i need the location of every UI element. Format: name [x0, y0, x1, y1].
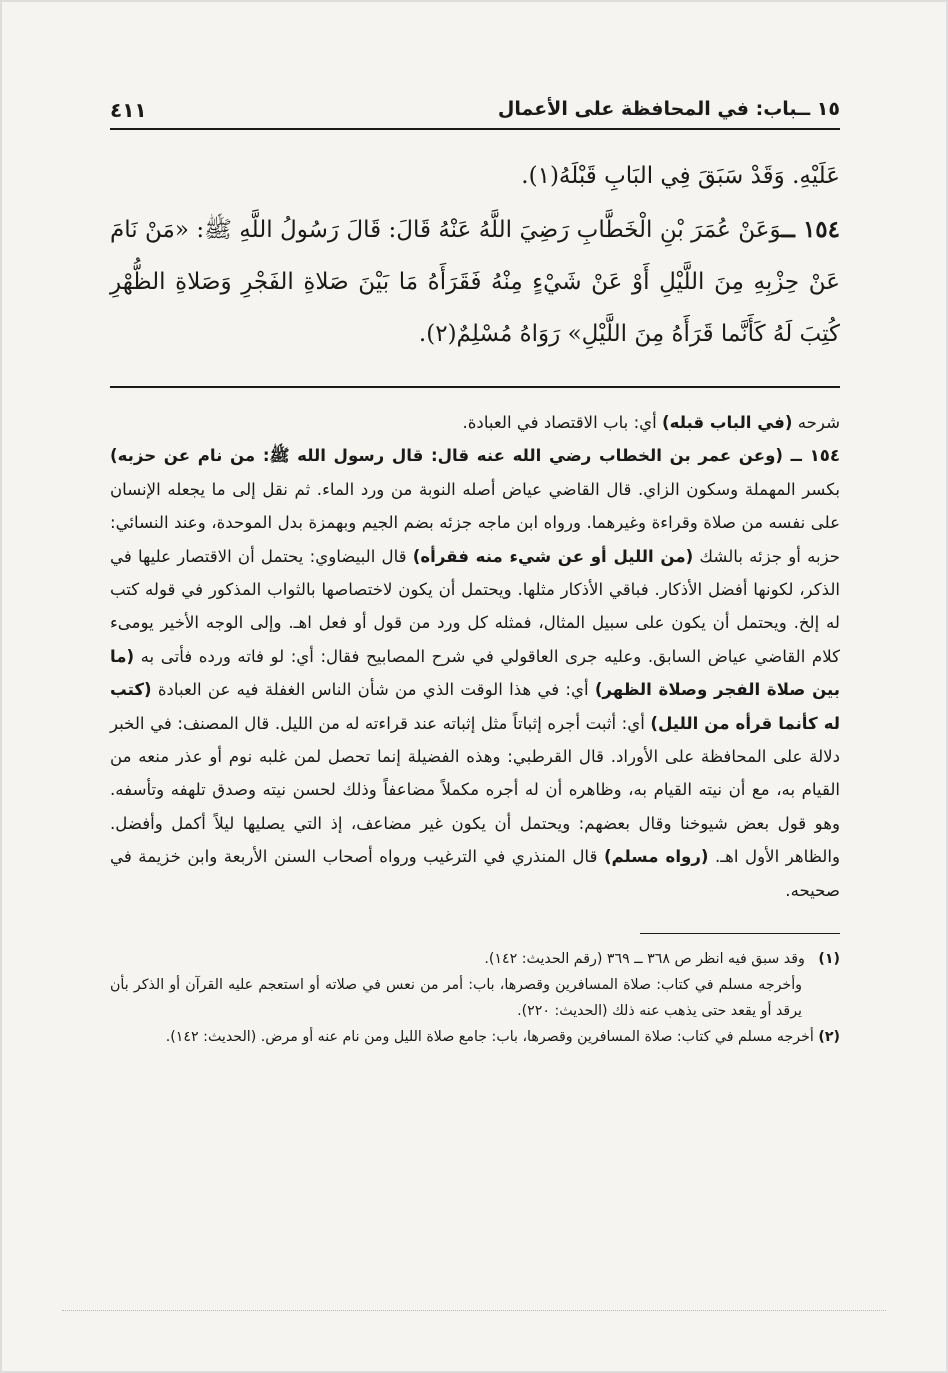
footnote-mark: (٢): [818, 1029, 840, 1046]
page-number: ٤١١: [110, 98, 147, 122]
footnote-1-continued: وأخرجه مسلم في كتاب: صلاة المسافرين وقصرها، باب: أمر من نعس في صلاته أو استعجم عليه القرآن أو الذكر بأن يرقد أو يقعد حتى يذهب عنه ذلك (الحديث: ٢٢٠).: [110, 977, 802, 1020]
commentary-text: أي: باب الاقتصاد في العبادة.: [462, 413, 663, 432]
footnote-mark: (١): [818, 951, 840, 968]
commentary-text: أي: أثبت أجره إثباتاً مثل إثباته عند قراءته له من الليل. قال المصنف: في الخبر دلالة على المحافظة على الأوراد. قال القرطبي: وهذه الفضيلة إنما تحصل لمن غلبه نوم أو عذر منعه من القيام به، مع أن نيته القيام به، وظاهره أن له أجره مكملاً مضاعفاً وذلك لحسن نيته وصدق تلهفه وتأسفه. وهو قول بعض شيوخنا وقال بعضهم: ويحتمل أن يكون غير مضاعف، إذ التي يصليها ليلاً أكمل وأفضل. والظاهر الأول اهـ.: [110, 713, 840, 867]
chapter-title: ١٥ ــباب: في المحافظة على الأعمال: [497, 98, 840, 120]
commentary-text: شرحه: [792, 413, 840, 432]
commentary-quote: (كتب له كأنما قرأه من الليل): [110, 680, 841, 733]
section-divider: [110, 386, 840, 388]
commentary-text: أي: في هذا الوقت الذي من شأن الناس الغفلة فيه عن العبادة: [151, 680, 595, 700]
commentary-quote: (ما بين صلاة الفجر وصلاة الظهر): [110, 646, 841, 700]
footnote-divider: [640, 933, 840, 934]
commentary-text: بكسر المهملة وسكون الزاي. قال القاضي عياض أصله النوبة من ورد الماء. ثم نقل إلى ما يجعله الإنسان على نفسه من صلاة وقراءة وغيرهما. ورواه ابن ماجه جزئه بضم الجيم وبهمزة بدل الموحدة، وعند النسائي: حزبه أو جزئه بالشك: [110, 479, 840, 566]
commentary-number: ١٥٤ ــ: [782, 446, 840, 466]
commentary-quote: (رواه مسلم): [603, 847, 709, 867]
footnote-2: [110, 1024, 840, 1050]
page-bottom-border: [62, 1310, 886, 1311]
hadith-previous-line: عَلَيْهِ. وَقَدْ سَبَقَ فِي البَابِ قَبْلَهُ(١).: [521, 163, 840, 189]
commentary-text: قال البيضاوي: يحتمل أن الاقتصار عليها في الذكر، لكونها أفضل الأذكار. فباقي الأذكار مثلها. ويحتمل أن يكون لاختصاصها بالثواب المذكور في قوله كتب له إلخ. ويحتمل أن يكون على سبيل المثال، فمثله كل ورد من قول أو فعل اهـ. وإلى الوجه الأخير يومىء كلام القاضي عياض السابق. وعليه جرى العاقولي في شرح المصابيح فقال: أي: لو فاته ورده فأتى به: [110, 546, 840, 666]
footnote-text: وقد سبق فيه انظر ص ٣٦٨ ــ ٣٦٩ (رقم الحديث: ١٤٢).: [484, 951, 805, 968]
commentary-paragraph-2: [110, 439, 840, 907]
hadith-154: [110, 204, 840, 360]
footnote-1: [110, 946, 840, 972]
commentary-text: قال المنذري في الترغيب ورواه أصحاب السنن الأربعة وابن خزيمة في صحيحه.: [110, 847, 840, 900]
commentary-quote: (وعن عمر بن الخطاب رضي الله عنه قال: قال رسول الله ﷺ: من نام عن حزبه): [110, 446, 783, 466]
commentary-paragraph-1: [110, 406, 840, 439]
footnote-text: أخرجه مسلم في كتاب: صلاة المسافرين وقصرها، باب: جامع صلاة الليل ومن نام عنه أو مرض. (الحديث: ١٤٢).: [165, 1029, 814, 1046]
commentary-quote: (من الليل أو عن شيء منه فقرأه): [412, 546, 694, 566]
hadith-number: ١٥٤ ــ: [781, 216, 840, 243]
hadith-text: وَعَنْ عُمَرَ بْنِ الْخَطَّابِ رَضِيَ اللَّهُ عَنْهُ قَالَ: قَالَ رَسُولُ اللَّهِ ﷺ: «مَنْ نَامَ عَنْ حِزْبِهِ مِنَ اللَّيْلِ أَوْ عَنْ شَيْءٍ مِنْهُ فَقَرَأَهُ مَا بَيْنَ صَلاةِ الفَجْرِ وَصَلاةِ الظُّهْرِ كُتِبَ لَهُ كَأَنَّما قَرَأَهُ مِنَ اللَّيْلِ» رَوَاهُ مُسْلِمٌ(٢).: [110, 217, 840, 347]
commentary-quote: (في الباب قبله): [662, 413, 793, 432]
page-content: [110, 94, 840, 1050]
running-header: [110, 94, 840, 130]
